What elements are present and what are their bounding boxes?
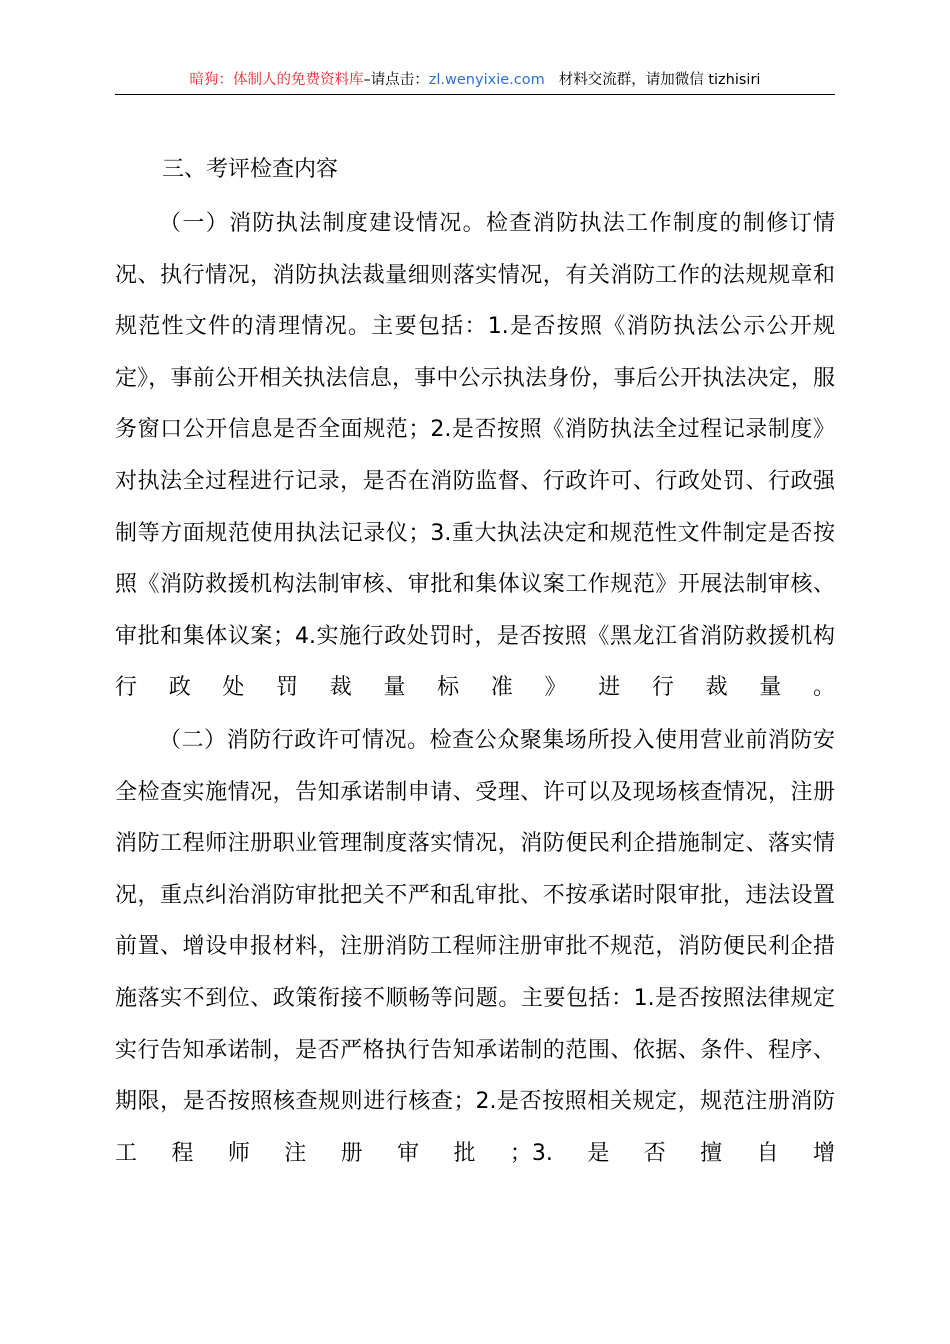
page-header — [115, 68, 835, 95]
paragraph-1: （一）消防执法制度建设情况。检查消防执法工作制度的制修订情况、执行情况，消防执法裁量细则落实情况，有关消防工作的法规规章和规范性文件的清理情况。主要包括：1.是否按照《消防执法公示公开规定》，事前公开相关执法信息，事中公示执法身份，事后公开执法决定，服务窗口公开信息是否全面规范；2.是否按照《消防执法全过程记录制度》对执法全过程进行记录，是否在消防监督、行政许可、行政处罚、行政强制等方面规范使用执法记录仪；3.重大执法决定和规范性文件制定是否按照《消防救援机构法制审核、审批和集体议案工作规范》开展法制审核、审批和集体议案；4.实施行政处罚时，是否按照《黑龙江省消防救援机构行政处罚裁量标准》进行裁量。 — [115, 211, 835, 701]
header-brand: 暗狗：体制人的免费资料库 — [189, 72, 364, 88]
header-link[interactable]: zl.wenyixie.com — [428, 72, 545, 88]
paragraph-2: （二）消防行政许可情况。检查公众聚集场所投入使用营业前消防安全检查实施情况，告知承诺制申请、受理、许可以及现场核查情况，注册消防工程师注册职业管理制度落实情况，消防便民利企措施制定、落实情况，重点纠治消防审批把关不严和乱审批、不按承诺时限审批，违法设置前置、增设申报材料，注册消防工程师注册审批不规范，消防便民利企措施落实不到位、政策衔接不顺畅等问题。主要包括：1.是否按照法律规定实行告知承诺制，是否严格执行告知承诺制的范围、依据、条件、程序、期限，是否按照核查规则进行核查；2.是否按照相关规定，规范注册消防工程师注册审批；3.是否擅自增 — [115, 728, 835, 1166]
section-heading: 三、考评检查内容 — [162, 157, 339, 182]
header-prompt: –请点击： — [363, 72, 429, 88]
header-note: 材料交流群，请加微信 tizhisiri — [558, 72, 761, 88]
